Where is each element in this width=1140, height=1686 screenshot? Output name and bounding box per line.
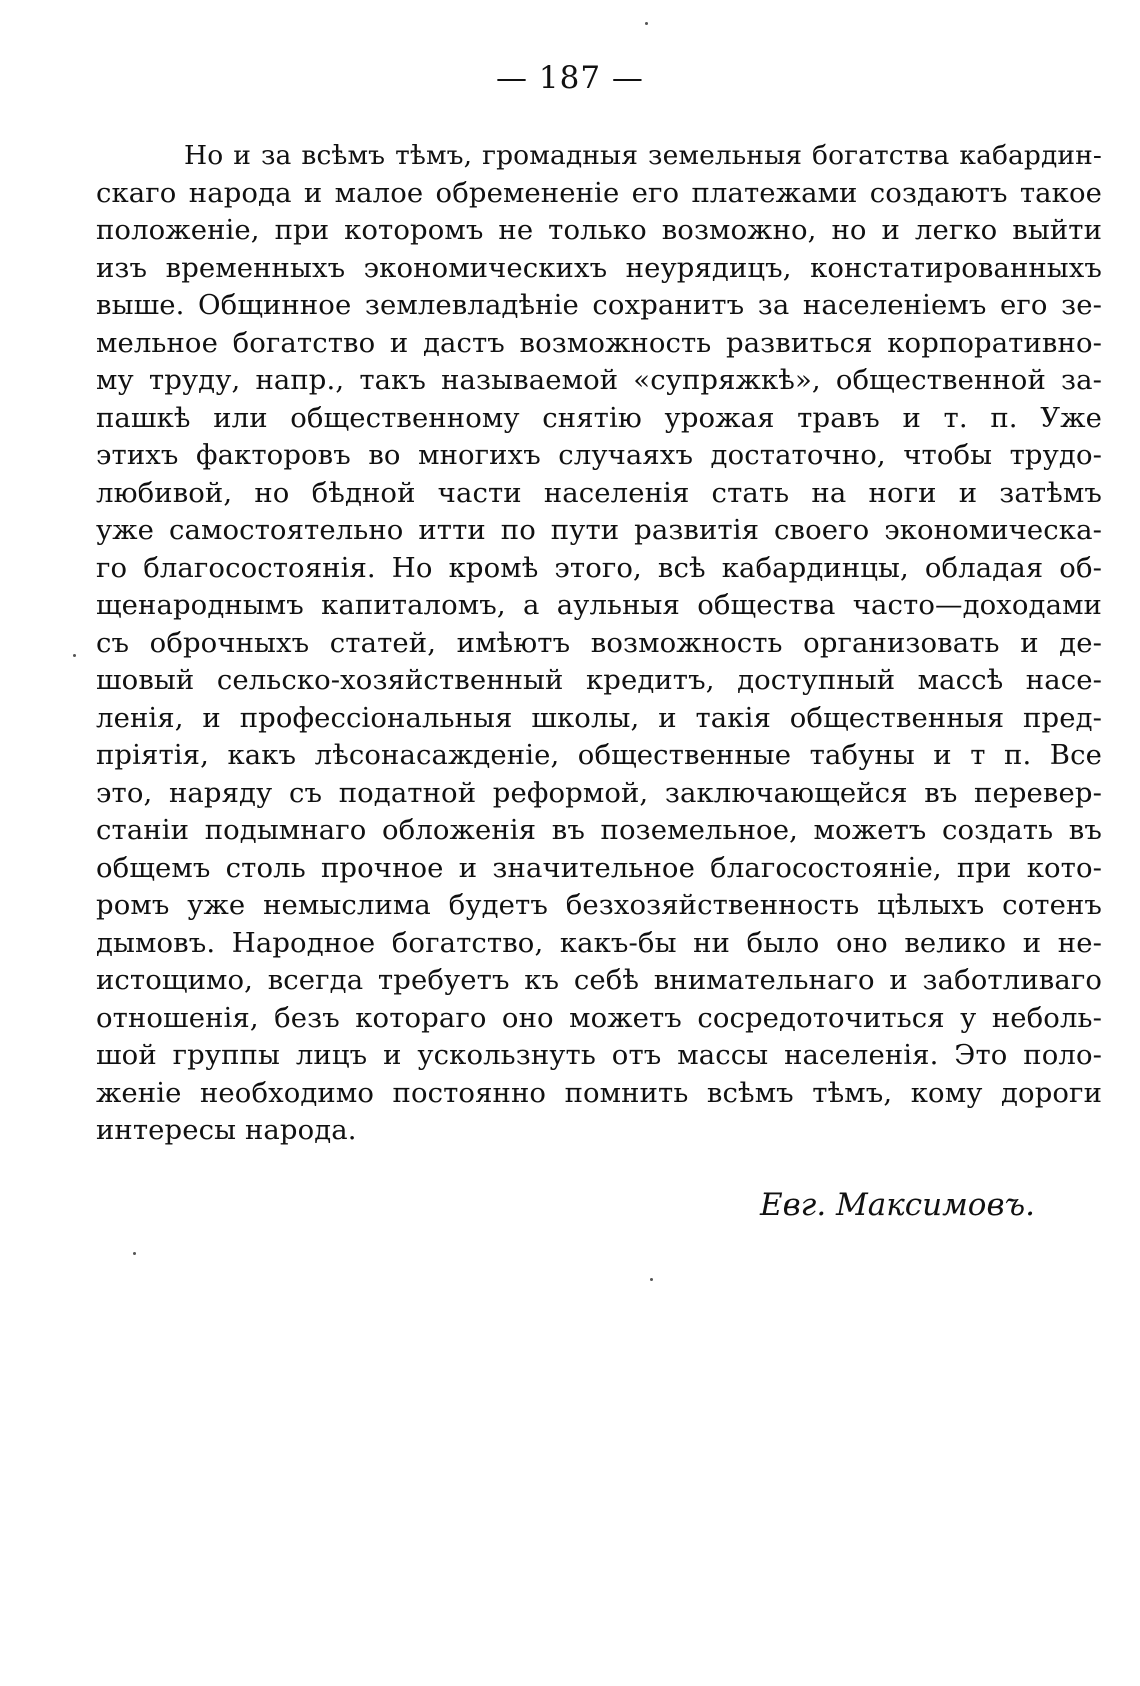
text-line: шовый сельско-хозяйственный кредитъ, доступный массѣ насе-	[96, 664, 1102, 696]
text-line: это, наряду съ податной реформой, заключающейся въ перевер-	[96, 776, 1102, 809]
author-signature: Евг. Максимовъ.	[760, 1187, 1036, 1223]
text-line: ленія, и профессіональныя школы, и такія общественныя пред-	[96, 701, 1102, 734]
text-line: съ оброчныхъ статей, имѣютъ возможность организовать и де-	[96, 626, 1102, 659]
page-number: — 187 —	[496, 60, 644, 96]
body-paragraph	[96, 137, 1102, 1150]
text-line: Но и за всѣмъ тѣмъ, громадныя земельныя богатства кабардин-	[184, 140, 1102, 171]
text-line: му труду, напр., такъ называемой «супряжкѣ», общественной за-	[96, 364, 1102, 396]
text-line: ромъ уже немыслима будетъ безхозяйственность цѣлыхъ сотенъ	[96, 889, 1102, 921]
text-line: шой группы лицъ и ускользнуть отъ массы населенія. Это поло-	[96, 1039, 1102, 1071]
text-line: уже самостоятельно итти по пути развитія своего экономическа-	[96, 514, 1102, 546]
text-line: любивой, но бѣдной части населенія стать на ноги и затѣмъ	[96, 476, 1102, 509]
text-line: интересы народа.	[96, 1114, 357, 1146]
scan-speck	[73, 654, 76, 657]
text-line: изъ временныхъ экономическихъ неурядицъ, констатированныхъ	[96, 251, 1102, 284]
text-line: этихъ факторовъ во многихъ случаяхъ достаточно, чтобы трудо-	[96, 439, 1102, 471]
text-line: скаго народа и малое обремененіе его платежами создаютъ такое	[96, 176, 1102, 209]
text-line: общемъ столь прочное и значительное благосостояніе, при кото-	[96, 851, 1102, 884]
text-line: пріятія, какъ лѣсонасажденіе, общественные табуны и т п. Все	[96, 739, 1102, 771]
text-line: станіи подымнаго обложенія въ поземельное, можетъ создать въ	[96, 814, 1102, 846]
text-line: женіе необходимо постоянно помнить всѣмъ тѣмъ, кому дороги	[96, 1076, 1102, 1109]
scan-speck	[645, 22, 648, 25]
text-line: отношенія, безъ котораго оно можетъ сосредоточиться у неболь-	[96, 1001, 1102, 1034]
text-line: выше. Общинное землевладѣніе сохранитъ за населеніемъ его зе-	[96, 289, 1102, 321]
text-line: пашкѣ или общественному снятію урожая травъ и т. п. Уже	[96, 401, 1102, 434]
text-line: дымовъ. Народное богатство, какъ-бы ни было оно велико и не-	[96, 926, 1102, 959]
scan-speck	[650, 1278, 653, 1281]
text-line: положеніе, при которомъ не только возможно, но и легко выйти	[96, 214, 1102, 246]
text-line: мельное богатство и дастъ возможность развиться корпоративно-	[96, 326, 1102, 359]
text-line: го благосостоянія. Но кромѣ этого, всѣ кабардинцы, обладая об-	[96, 551, 1102, 584]
scan-speck	[133, 1252, 136, 1255]
text-line: истощимо, всегда требуетъ къ себѣ внимательнаго и заботливаго	[96, 964, 1102, 996]
text-line: щенароднымъ капиталомъ, а аульныя общества часто—доходами	[96, 589, 1102, 621]
